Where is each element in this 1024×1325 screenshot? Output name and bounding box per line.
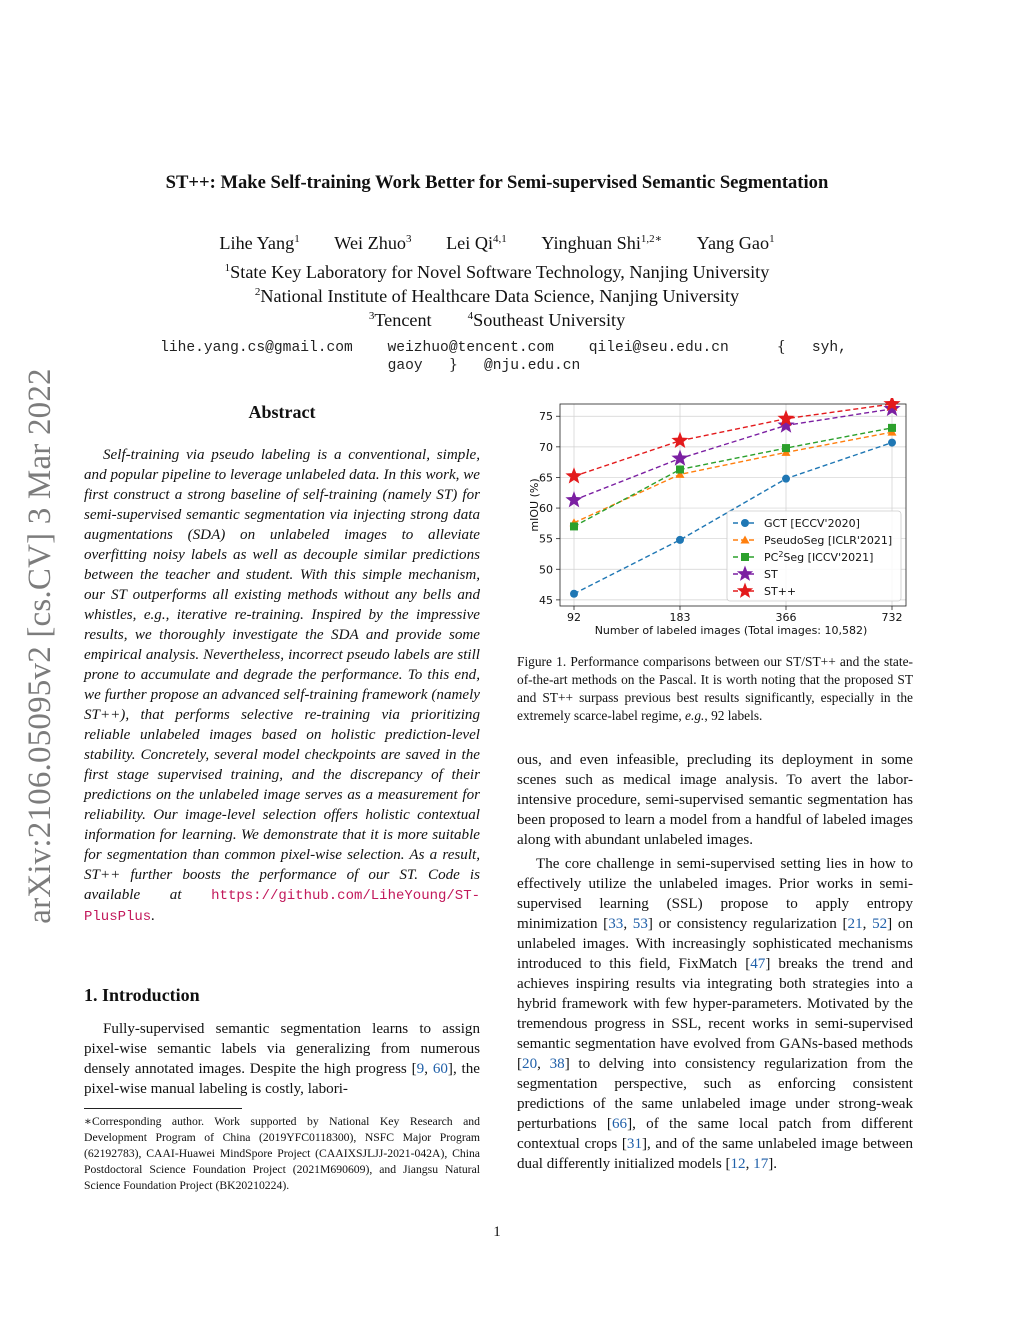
data-point	[782, 475, 790, 483]
x-tick-label: 732	[881, 611, 903, 624]
legend	[727, 511, 901, 601]
y-tick-label: 70	[539, 440, 553, 454]
citation[interactable]: 12	[730, 1156, 746, 1172]
data-point	[741, 553, 749, 561]
y-tick-label: 75	[539, 410, 553, 424]
x-axis-label: Number of labeled images (Total images: 10,582)	[594, 624, 868, 637]
author-list	[80, 233, 914, 254]
y-tick-label: 60	[539, 502, 553, 516]
author: Yinghuan Shi$^{1,2∗}$	[541, 233, 663, 253]
intro-paragraph: Fully-supervised semantic segmentation learns to assign pixel-wise semantic labels via generalizing from numerous densely annotated images. Despite the high progress [9, 60], the pixel-wise manual labeling is costly, labori-	[84, 1021, 480, 1097]
author: Wei Zhuo$^3$	[334, 233, 412, 253]
email[interactable]: { syh, gaoy } @nju.edu.cn	[387, 338, 847, 374]
footnote: ∗Corresponding author. Work supported by National Key Research and Development Program of China (2019YFC0118300), NSFC Major Program (62192783), CAAI-Huawei MindSpore Project (CAAIXSJLJJ-2021-042A), China Postdoctoral Science Foundation Project (2021M690609), and Jiangsu Natural Science Foundation Project (BK20210224).	[84, 1115, 480, 1192]
footnote-rule	[84, 1108, 242, 1109]
data-point	[888, 439, 896, 447]
email[interactable]: qilei@seu.edu.cn	[588, 340, 729, 356]
citation[interactable]: 31	[626, 1136, 642, 1152]
data-point	[782, 444, 790, 452]
legend-label: ST	[764, 568, 778, 581]
citation[interactable]: 60	[432, 1061, 448, 1077]
citation[interactable]: 21	[847, 916, 863, 932]
data-point	[676, 536, 684, 544]
series-line	[574, 404, 892, 476]
y-tick-label: 50	[539, 563, 553, 577]
data-point	[741, 519, 749, 527]
data-point	[570, 590, 578, 598]
x-tick-label: 183	[669, 611, 691, 624]
citation[interactable]: 38	[549, 1056, 565, 1072]
legend-label: ST++	[764, 585, 797, 598]
y-tick-label: 65	[539, 471, 553, 485]
author: Lihe Yang$^1$	[219, 233, 300, 253]
x-tick-label: 92	[567, 611, 581, 624]
page-number: 1	[493, 1224, 501, 1240]
affiliation: $^2$National Institute of Healthcare Data Science, Nanjing University	[254, 286, 740, 306]
citation[interactable]: 52	[872, 916, 888, 932]
citation[interactable]: 17	[753, 1156, 769, 1172]
affiliation: $^1$State Key Laboratory for Novel Software Technology, Nanjing University	[224, 262, 770, 282]
data-point	[888, 424, 896, 432]
abstract-body: Self-training via pseudo labeling is a conventional, simple, and popular pipeline to leverage unlabeled data. In this work, we first construct a strong baseline of self-training (namely ST) for semi-supervised semantic segmentation via injecting strong data augmentations (SDA) on unlabeled images to alleviate overfitting noisy labels as well as decouple similar predictions between the teacher and student. With this simple mechanism, our ST outperforms all existing methods without any bells and whistles, e.g., iterative re-training. Inspired by the impressive results, we thoroughly investigate the SDA and provide some empirical analysis. Nevertheless, incorrect pseudo labels are still prone to accumulate and degrade the performance. To this end, we further propose an advanced self-training framework (namely ST++), that performs selective re-training via prioritizing reliable unlabeled images based on holistic prediction-level stability. Concretely, several model checkpoints are saved in the first stage supervised training, and the discrepancy of their predictions on the unlabeled image serves as a measurement for reliability. Our image-level selection offers holistic contextual information for learning. We demonstrate that it is more suitable for segmentation than common pixel-wise selection. As a result, ST++ further boosts the performance of our ST. Code is available at https://github.com/LiheYoung/ST-PlusPlus.	[84, 447, 480, 925]
arxiv-identifier: arXiv:2106.05095v2 [cs.CV] 3 Mar 2022	[22, 368, 58, 924]
author: Yang Gao$^1$	[696, 233, 775, 253]
citation[interactable]: 47	[750, 956, 766, 972]
affiliation: $^3$Tencent $^4$Southeast University	[368, 310, 626, 330]
y-axis-label: mIOU (%)	[528, 478, 541, 532]
citation[interactable]: 9	[416, 1061, 425, 1077]
x-tick-label: 366	[775, 611, 797, 624]
data-point	[570, 522, 578, 530]
legend-label: $PC^2Seg$ [ICCV'2021]	[764, 550, 874, 564]
citation[interactable]: 33	[608, 916, 624, 932]
paper-title: ST++: Make Self-training Work Better for Semi-supervised Semantic Segmentation	[165, 172, 829, 193]
right-column-text	[517, 750, 913, 1174]
data-point	[676, 465, 684, 473]
section-heading-introduction: 1. Introduction	[84, 985, 200, 1005]
y-tick-label: 45	[539, 593, 553, 607]
author: Lei Qi$^{4,1}$	[446, 233, 507, 253]
paragraph: ous, and even infeasible, precluding its deployment in some scenes such as medical image analysis. To avert the labor-intensive procedure, semi-supervised semantic segmentation has been proposed to learn a model from a handful of labeled images along with abundant unlabeled images.	[517, 752, 913, 848]
email[interactable]: lihe.yang.cs@gmail.com	[160, 340, 353, 356]
citation[interactable]: 66	[611, 1116, 628, 1132]
legend-label: GCT [ECCV'2020]	[764, 517, 860, 530]
email[interactable]: weizhuo@tencent.com	[387, 340, 554, 356]
performance-line-chart	[515, 398, 915, 638]
series-line	[574, 409, 892, 500]
citation[interactable]: 53	[632, 916, 648, 932]
author-emails	[80, 338, 914, 374]
code-link[interactable]: https://github.com/LiheYoung/ST-PlusPlus	[84, 888, 480, 925]
abstract-heading: Abstract	[248, 402, 316, 422]
legend-label: PseudoSeg [ICLR'2021]	[764, 534, 893, 547]
paragraph: The core challenge in semi-supervised setting lies in how to effectively utilize the unlabeled images. Prior works in semi-supervised learning (SSL) propose to apply entropy minimization [33, 53] or consistency regularization [21, 52] on unlabeled images. With increasingly sophisticated mechanisms introduced to this field, FixMatch [47] breaks the trend and achieves inspiring results via integrating both strategies into a hybrid framework with few hyper-parameters. Motivated by the tremendous progress in SSL, recent works in semi-supervised semantic segmentation have evolved from GANs-based methods [20, 38] to delving into consistency regularization from the segmentation perspective, such as enforcing consistent predictions of the same unlabeled image under strong-weak perturbations [66], of the same local patch from different contextual crops [31], and of the same unlabeled image between dual differently initialized models [12, 17].	[517, 856, 914, 1172]
citation[interactable]: 20	[522, 1056, 538, 1072]
figure-caption: Figure 1. Performance comparisons between our ST/ST++ and the state-of-the-art methods on the Pascal. It is worth noting that the proposed ST and ST++ surpass previous best results significantly, especially in the extremely scarce-label regime, e.g., 92 labels.	[517, 654, 913, 723]
y-tick-label: 55	[539, 532, 553, 546]
